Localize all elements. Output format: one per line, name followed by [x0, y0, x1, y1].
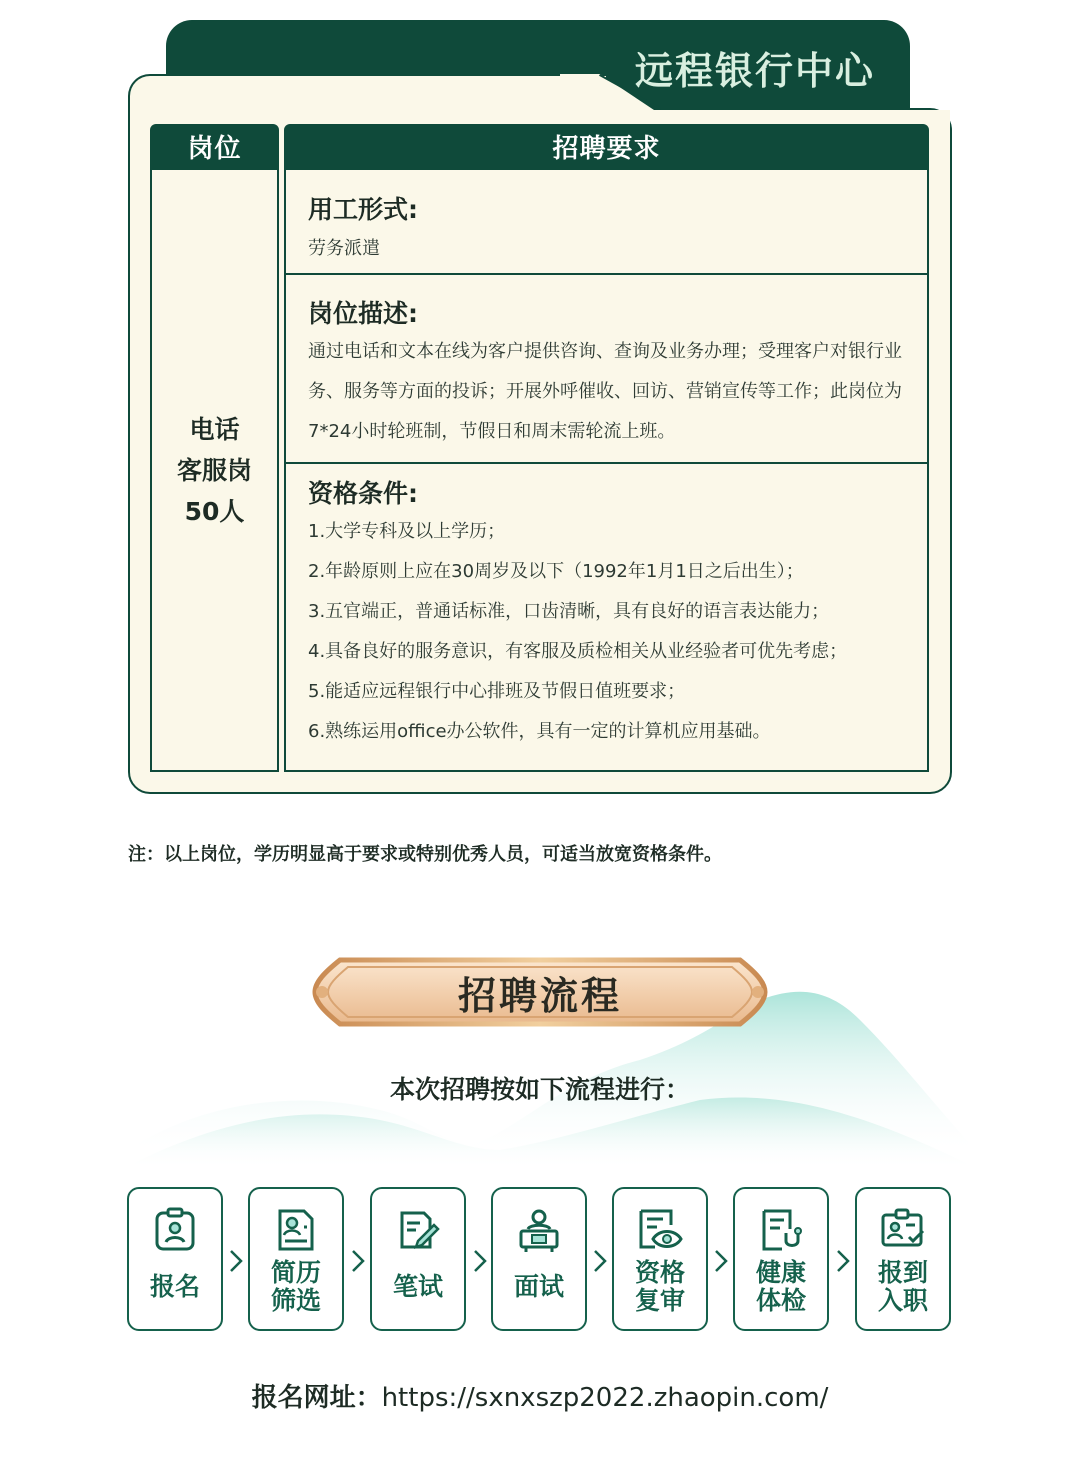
- qualifications-list: [308, 512, 920, 752]
- chevron-right-icon: [472, 1248, 488, 1274]
- process-title: 招聘流程: [457, 974, 622, 1018]
- position-name-2: 客服岗: [176, 455, 252, 485]
- step-interview: [491, 1187, 587, 1331]
- signup-url-line: [0, 1377, 1080, 1414]
- step-onboarding: [855, 1187, 951, 1331]
- step-label: 报到 入职: [877, 1258, 928, 1315]
- pen-paper-icon: [396, 1207, 440, 1253]
- position-cell: [150, 168, 279, 772]
- section-divider: [284, 462, 929, 464]
- health-check-icon: [758, 1207, 804, 1253]
- step-register: [127, 1187, 223, 1331]
- position-name-1: 电话: [189, 414, 240, 444]
- qualifications-title: 资格条件:: [308, 479, 418, 508]
- signup-url-link[interactable]: https://sxnxszp2022.zhaopin.com/: [381, 1383, 829, 1413]
- step-label: 资格 复审: [634, 1258, 685, 1315]
- section-divider: [284, 273, 929, 275]
- step-label: 报名: [149, 1272, 200, 1301]
- qualification-item: 6.熟练运用office办公软件，具有一定的计算机应用基础。: [308, 721, 771, 742]
- header-position: 岗位: [150, 124, 279, 168]
- step-written-test: [370, 1187, 466, 1331]
- qualification-item: 5.能适应远程银行中心排班及节假日值班要求；: [308, 681, 686, 702]
- step-label: 健康 体检: [755, 1258, 806, 1315]
- step-label: 面试: [513, 1272, 564, 1301]
- chevron-right-icon: [835, 1248, 851, 1274]
- qualification-item: 2.年龄原则上应在30周岁及以下（1992年1月1日之后出生）；: [308, 561, 804, 582]
- signup-label: 报名网址：: [251, 1383, 382, 1413]
- chevron-right-icon: [713, 1248, 729, 1274]
- step-label: 简历 筛选: [270, 1258, 321, 1315]
- chevron-right-icon: [592, 1248, 608, 1274]
- onboard-card-icon: [879, 1207, 927, 1253]
- step-health-check: [733, 1187, 829, 1331]
- interview-icon: [516, 1207, 562, 1253]
- qualification-item: 1.大学专科及以上学历；: [308, 521, 506, 542]
- chevron-right-icon: [228, 1248, 244, 1274]
- employment-title: 用工形式:: [308, 195, 418, 224]
- department-title: 远程银行中心: [634, 49, 875, 93]
- badge-icon: [153, 1207, 197, 1253]
- resume-icon: [274, 1207, 318, 1253]
- step-qualification-review: [612, 1187, 708, 1331]
- description-title: 岗位描述:: [308, 299, 418, 328]
- chevron-right-icon: [350, 1248, 366, 1274]
- position-count: 50人: [184, 496, 245, 526]
- qualification-item: 3.五官端正，普通话标准，口齿清晰，具有良好的语言表达能力；: [308, 601, 830, 622]
- description-text: 通过电话和文本在线为客户提供咨询、查询及业务办理；受理客户对银行业务、服务等方面的投诉；开展外呼催收、回访、营销宣传等工作；此岗位为7*24小时轮班制，节假日和周末需轮流上班。: [308, 341, 902, 442]
- review-eye-icon: [637, 1207, 683, 1253]
- step-label: 笔试: [392, 1272, 443, 1301]
- step-resume: [248, 1187, 344, 1331]
- header-requirements: 招聘要求: [284, 124, 929, 168]
- process-intro: 本次招聘按如下流程进行：: [389, 1075, 690, 1104]
- qualification-item: 4.具备良好的服务意识，有客服及质检相关从业经验者可优先考虑；: [308, 641, 848, 662]
- footnote: 注：以上岗位，学历明显高于要求或特别优秀人员，可适当放宽资格条件。: [128, 844, 722, 865]
- employment-text: 劳务派遣: [308, 238, 380, 259]
